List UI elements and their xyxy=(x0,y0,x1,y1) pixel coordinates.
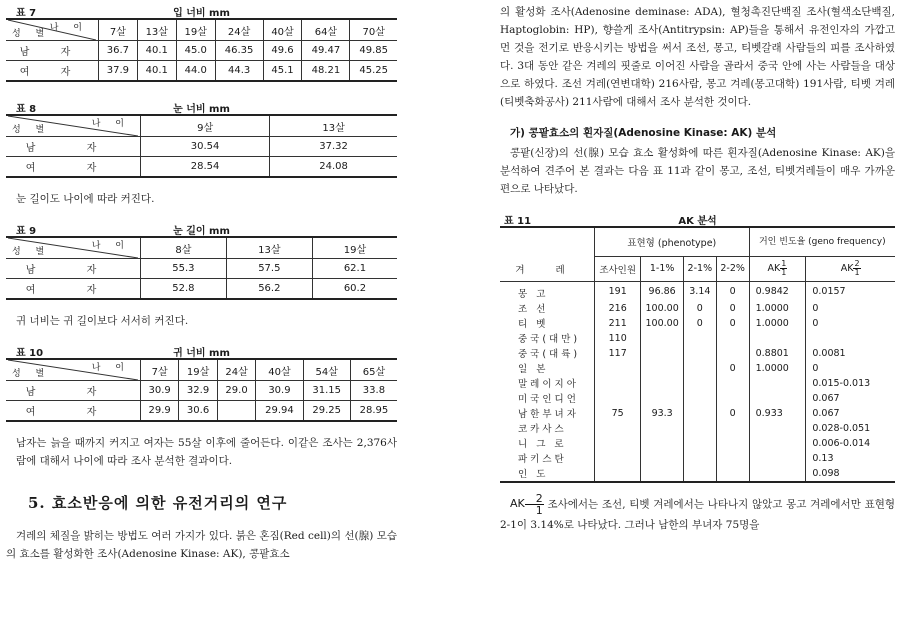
table-10-number: 표 10 xyxy=(16,348,44,359)
ak-inline xyxy=(510,491,544,517)
cell: 29.0 xyxy=(217,381,256,401)
cell-p21: 3.14 xyxy=(683,281,716,301)
row-label: 여 자 xyxy=(6,401,141,422)
cell-p11 xyxy=(641,421,684,436)
col-header: 13살 xyxy=(270,115,397,137)
cell-p21 xyxy=(683,376,716,391)
col-header: 65살 xyxy=(350,359,397,381)
fraction-bottom: 1 xyxy=(535,503,543,517)
ak-label: AK xyxy=(510,497,525,510)
cell-ak2: 0 xyxy=(806,361,895,376)
cell-n xyxy=(595,421,641,436)
table-row xyxy=(6,381,397,401)
table-row xyxy=(6,279,397,300)
cell-p11 xyxy=(641,361,684,376)
cell-p21 xyxy=(683,361,716,376)
table-header-row xyxy=(500,257,895,282)
people-name: 몽 고 xyxy=(518,289,549,300)
table-7-title: 입 너비 mm xyxy=(173,8,230,19)
table-11-caption xyxy=(500,208,895,226)
cell-p21 xyxy=(683,436,716,451)
paragraph: 의 활성화 조사(Adenosine deminase: ADA), 혈청촉진단백질 조사(혈색소단백질, Haptoglobin: HP), 향쓸게 조사(Antitrypsin: AP)들을 통해서 유전인자의 가깝고 먼 것을 전기로 반응시키는 방법을 써서 조선, 몽고, 티벳갈래 사람들의 피를 조사하였다. 3대 동안 같은 겨레의 핏줄로 이어진 사람을 골라서 중국 안에 사는 사람들을 대상으로 하였다. 조선 겨레(연변대학) 216사람, 몽고 겨레(몽고대학) 191사람, 티벳 겨레(티벳축화공사) 211사람에 대해서 조사 분석한 것이다. xyxy=(500,6,895,108)
table-row xyxy=(6,157,397,178)
table-10 xyxy=(6,358,397,422)
table-row xyxy=(500,391,895,406)
table-row xyxy=(500,421,895,436)
people-name: 미국인디언 xyxy=(518,394,579,405)
cell-p22 xyxy=(716,376,749,391)
cell: 40.1 xyxy=(137,61,176,82)
cell-p11 xyxy=(641,376,684,391)
table-row xyxy=(500,301,895,316)
cell-n xyxy=(595,466,641,482)
table-row xyxy=(500,376,895,391)
cell: 44.3 xyxy=(215,61,263,82)
fraction xyxy=(853,260,860,277)
cell-p11: 96.86 xyxy=(641,281,684,301)
cell-n: 110 xyxy=(595,331,641,346)
fraction-bottom: 1 xyxy=(781,268,787,278)
ak1-header xyxy=(749,257,806,282)
col-header: 40살 xyxy=(263,19,302,41)
table-row xyxy=(500,361,895,376)
cell: 45.1 xyxy=(263,61,302,82)
cell-ak1: 0.8801 xyxy=(749,346,806,361)
table-header-row xyxy=(6,19,397,41)
cell: 29.9 xyxy=(141,401,179,422)
fraction xyxy=(780,260,787,277)
right-column xyxy=(500,0,895,534)
table-8-number: 표 8 xyxy=(16,104,37,115)
people-name: 코카사스 xyxy=(518,424,567,435)
col-header: 19살 xyxy=(179,359,218,381)
cell: 57.5 xyxy=(226,259,312,279)
table-row xyxy=(6,61,397,82)
empty-header-cell xyxy=(500,227,595,257)
cell: 28.54 xyxy=(141,157,270,178)
people-name: 말레이지아 xyxy=(518,379,579,390)
cell-p11: 100.00 xyxy=(641,316,684,331)
header-sex-label: 성 별 xyxy=(12,29,51,39)
col-header: 7살 xyxy=(99,19,138,41)
p22-header: 2-2% xyxy=(716,257,749,282)
cell-ak2: 0.098 xyxy=(806,466,895,482)
people-name: 일 본 xyxy=(518,364,549,375)
cell-ak1 xyxy=(749,376,806,391)
table-10-title: 귀 너비 mm xyxy=(173,348,230,359)
cell: 62.1 xyxy=(312,259,397,279)
table-10-caption xyxy=(6,340,397,358)
cell: 24.08 xyxy=(270,157,397,178)
cell-p11 xyxy=(641,331,684,346)
table-row xyxy=(6,259,397,279)
cell: 44.0 xyxy=(176,61,215,82)
row-label: 남 자 xyxy=(6,259,141,279)
row-label: 여 자 xyxy=(6,61,99,82)
cell-p21: 0 xyxy=(683,316,716,331)
ak2-header xyxy=(806,257,895,282)
col-header: 19살 xyxy=(312,237,397,259)
fraction-top: 2 xyxy=(525,493,544,505)
cell-ak2: 0.006-0.014 xyxy=(806,436,895,451)
table-9-caption xyxy=(6,218,397,236)
table-11-title: AK 분석 xyxy=(678,216,717,227)
table-8 xyxy=(6,114,397,178)
row-label: 남 자 xyxy=(6,41,99,61)
cell-n: 211 xyxy=(595,316,641,331)
cell-n xyxy=(595,436,641,451)
cell-ak2: 0.0157 xyxy=(806,281,895,301)
people-header: 겨 레 xyxy=(500,257,595,282)
cell-ak1: 0.933 xyxy=(749,406,806,421)
table-8-title: 눈 너비 mm xyxy=(173,104,230,115)
ak-label: AK xyxy=(840,263,854,275)
ak-label: AK xyxy=(767,263,781,275)
col-header: 7살 xyxy=(141,359,179,381)
fraction-top: 2 xyxy=(854,259,860,269)
people-name: 중국(대만) xyxy=(518,334,581,345)
fraction-top: 1 xyxy=(781,259,787,269)
fraction xyxy=(525,493,544,516)
row-label: 여 자 xyxy=(6,157,141,178)
header-sex-label: 성 별 xyxy=(12,125,51,135)
table-7-number: 표 7 xyxy=(16,8,37,19)
cell: 32.9 xyxy=(179,381,218,401)
cell-p21 xyxy=(683,406,716,421)
cell xyxy=(217,401,256,422)
paragraph: 귀 너비는 귀 길이보다 서서히 커진다. xyxy=(16,315,189,327)
cell-p21 xyxy=(683,331,716,346)
people-name: 조 선 xyxy=(518,304,549,315)
table-header-row xyxy=(6,359,397,381)
cell: 37.32 xyxy=(270,137,397,157)
cell-ak2: 0.015-0.013 xyxy=(806,376,895,391)
header-age-label: 나 이 xyxy=(91,241,130,251)
header-diagonal-cell xyxy=(6,115,141,137)
geno-frequency-header: 거인 빈도율 (geno frequency) xyxy=(749,227,895,257)
table-9 xyxy=(6,236,397,300)
table-8-caption xyxy=(6,96,397,114)
cell: 60.2 xyxy=(312,279,397,300)
cell: 31.15 xyxy=(303,381,350,401)
cell-ak1: 1.0000 xyxy=(749,301,806,316)
paragraph: 남자는 늙을 때까지 커지고 여자는 55살 이후에 줄어든다. 이같은 조사는 2,376사람에 대해서 나이에 따라 조사 분석한 결과이다. xyxy=(16,437,397,467)
fraction-bottom: 1 xyxy=(854,268,860,278)
cell: 30.54 xyxy=(141,137,270,157)
cell-p22: 0 xyxy=(716,361,749,376)
table-row xyxy=(6,137,397,157)
cell-p21 xyxy=(683,346,716,361)
cell-ak2: 0.028-0.051 xyxy=(806,421,895,436)
people-name: 인 도 xyxy=(518,469,549,480)
header-sex-label: 성 별 xyxy=(12,247,51,257)
table-11 xyxy=(500,226,895,483)
table-body xyxy=(500,281,895,482)
cell-p22 xyxy=(716,436,749,451)
row-label: 남 자 xyxy=(6,137,141,157)
cell-ak1 xyxy=(749,391,806,406)
table-header-row xyxy=(500,227,895,257)
cell-p21 xyxy=(683,451,716,466)
cell-n xyxy=(595,361,641,376)
cell: 40.1 xyxy=(137,41,176,61)
table-row xyxy=(500,316,895,331)
cell: 49.6 xyxy=(263,41,302,61)
col-header: 24살 xyxy=(217,359,256,381)
cell-p22: 0 xyxy=(716,316,749,331)
header-age-label: 나 이 xyxy=(91,119,130,129)
col-header: 13살 xyxy=(137,19,176,41)
table-row xyxy=(500,451,895,466)
table-header-row xyxy=(6,115,397,137)
col-header: 70살 xyxy=(350,19,397,41)
cell-n: 75 xyxy=(595,406,641,421)
table-11-number: 표 11 xyxy=(504,216,532,227)
cell-ak2 xyxy=(806,331,895,346)
row-label: 여 자 xyxy=(6,279,141,300)
cell-ak1 xyxy=(749,451,806,466)
cell-n: 191 xyxy=(595,281,641,301)
p21-header: 2-1% xyxy=(683,257,716,282)
col-header: 8살 xyxy=(141,237,227,259)
cell-ak2: 0.13 xyxy=(806,451,895,466)
cell: 56.2 xyxy=(226,279,312,300)
cell-p11 xyxy=(641,466,684,482)
header-diagonal-cell xyxy=(6,19,99,41)
p11-header: 1-1% xyxy=(641,257,684,282)
col-header: 54살 xyxy=(303,359,350,381)
table-row xyxy=(500,406,895,421)
row-label: 남 자 xyxy=(6,381,141,401)
cell: 30.6 xyxy=(179,401,218,422)
col-header: 40살 xyxy=(256,359,303,381)
cell-p11 xyxy=(641,451,684,466)
cell-ak2: 0 xyxy=(806,316,895,331)
cell: 49.47 xyxy=(302,41,350,61)
cell: 37.9 xyxy=(99,61,138,82)
cell-n xyxy=(595,451,641,466)
cell-ak2: 0.067 xyxy=(806,391,895,406)
cell-ak1: 1.0000 xyxy=(749,316,806,331)
cell-p21 xyxy=(683,421,716,436)
cell: 30.9 xyxy=(141,381,179,401)
cell: 29.94 xyxy=(256,401,303,422)
cell-p11: 93.3 xyxy=(641,406,684,421)
cell-p22 xyxy=(716,451,749,466)
people-name: 티 벳 xyxy=(518,319,549,330)
cell-ak1 xyxy=(749,331,806,346)
cell: 30.9 xyxy=(256,381,303,401)
paragraph xyxy=(500,493,895,534)
cell: 36.7 xyxy=(99,41,138,61)
cell-p22: 0 xyxy=(716,281,749,301)
col-header: 19살 xyxy=(176,19,215,41)
cell-p21 xyxy=(683,391,716,406)
col-header: 64살 xyxy=(302,19,350,41)
cell-p22 xyxy=(716,346,749,361)
phenotype-header: 표현형 (phenotype) xyxy=(595,227,750,257)
cell: 48.21 xyxy=(302,61,350,82)
cell-p11: 100.00 xyxy=(641,301,684,316)
people-name: 남한부녀자 xyxy=(518,409,579,420)
cell: 55.3 xyxy=(141,259,227,279)
cell-n xyxy=(595,376,641,391)
cell: 45.25 xyxy=(350,61,397,82)
cell-ak1 xyxy=(749,421,806,436)
cell: 45.0 xyxy=(176,41,215,61)
table-header-row xyxy=(6,237,397,259)
table-row xyxy=(500,331,895,346)
cell-p22 xyxy=(716,391,749,406)
cell-ak2: 0.067 xyxy=(806,406,895,421)
col-header: 24살 xyxy=(215,19,263,41)
header-diagonal-cell xyxy=(6,359,141,381)
col-header: 9살 xyxy=(141,115,270,137)
table-7-caption xyxy=(6,0,397,18)
cell-p22: 0 xyxy=(716,301,749,316)
header-diagonal-cell xyxy=(6,237,141,259)
cell-ak1 xyxy=(749,436,806,451)
paragraph: 콩팥(신장)의 선(腺) 모습 효소 활성화에 따른 흰자질(Adenosine Kinase: AK)을 분석하여 견주어 본 결과는 다음 표 11과 같이 몽고, 조선, 티벳겨레들이 매우 가까운 편으로 나타났다. xyxy=(500,147,895,195)
people-name: 파키스탄 xyxy=(518,454,567,465)
cell-p11 xyxy=(641,391,684,406)
col-header: 13살 xyxy=(226,237,312,259)
cell-ak2: 0.0081 xyxy=(806,346,895,361)
cell-p22 xyxy=(716,421,749,436)
cell-p21: 0 xyxy=(683,301,716,316)
table-9-title: 눈 길이 mm xyxy=(173,226,230,237)
people-name: 니 그 로 xyxy=(518,439,567,450)
cell-ak1 xyxy=(749,466,806,482)
header-sex-label: 성 별 xyxy=(12,369,51,379)
table-7 xyxy=(6,18,397,82)
cell: 46.35 xyxy=(215,41,263,61)
table-9-number: 표 9 xyxy=(16,226,37,237)
paragraph: 겨레의 체질을 밝히는 방법도 여러 가지가 있다. 붉은 혼짐(Red cell)의 선(腺) 모습의 효소를 활성화한 조사(Adenosine Kinase: AK), 콩팥효소 xyxy=(6,530,397,560)
cell-p21 xyxy=(683,466,716,482)
cell-p22: 0 xyxy=(716,406,749,421)
left-column xyxy=(6,0,397,563)
cell: 28.95 xyxy=(350,401,397,422)
header-age-label: 나 이 xyxy=(49,23,88,33)
table-row xyxy=(500,466,895,482)
table-row xyxy=(500,281,895,301)
count-header: 조사인원 xyxy=(595,257,641,282)
table-row xyxy=(500,346,895,361)
cell-p22 xyxy=(716,466,749,482)
cell: 33.8 xyxy=(350,381,397,401)
cell-ak1: 0.9842 xyxy=(749,281,806,301)
subheading: 가) 콩팥효소의 흰자질(Adenosine Kinase: AK) 분석 xyxy=(510,127,777,139)
section-title: 5. 효소반응에 의한 유전거리의 연구 xyxy=(28,494,288,512)
cell: 49.85 xyxy=(350,41,397,61)
paragraph-text: 조사에서는 조선, 티벳 겨레에서는 나타나지 않았고 몽고 겨레에서만 표현형 2-1이 3.14%로 나타났다. 그러나 남한의 부녀자 75명을 xyxy=(500,498,895,531)
cell-n: 216 xyxy=(595,301,641,316)
paragraph: 눈 길이도 나이에 따라 커진다. xyxy=(16,193,155,205)
people-name: 중국(대륙) xyxy=(518,349,581,360)
header-age-label: 나 이 xyxy=(91,363,130,373)
cell-n: 117 xyxy=(595,346,641,361)
cell-ak1: 1.0000 xyxy=(749,361,806,376)
cell-p11 xyxy=(641,436,684,451)
table-row xyxy=(6,41,397,61)
cell-n xyxy=(595,391,641,406)
cell-p22 xyxy=(716,331,749,346)
table-row xyxy=(6,401,397,422)
cell: 29.25 xyxy=(303,401,350,422)
table-row xyxy=(500,436,895,451)
cell: 52.8 xyxy=(141,279,227,300)
cell-ak2: 0 xyxy=(806,301,895,316)
cell-p11 xyxy=(641,346,684,361)
